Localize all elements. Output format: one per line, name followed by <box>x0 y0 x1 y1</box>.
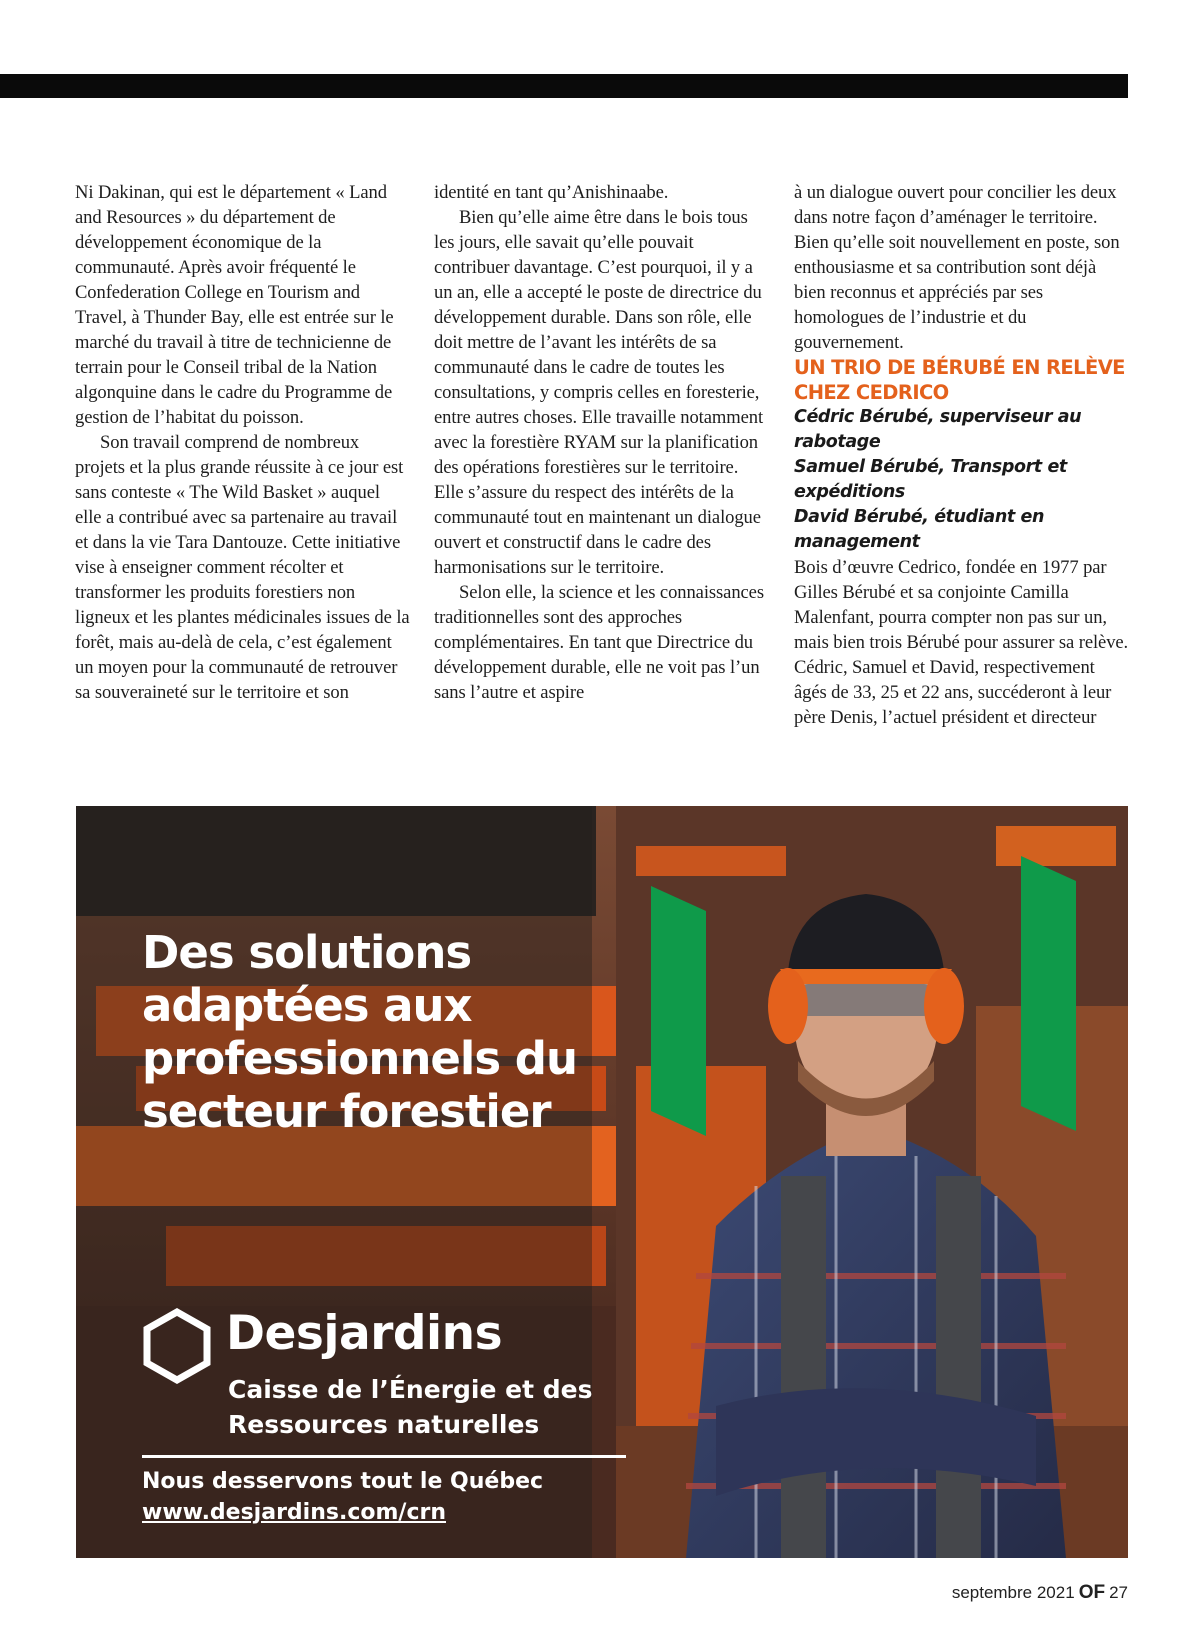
article-column-2 <box>434 180 769 785</box>
paragraph: à un dialogue ouvert pour concilier les deux dans notre façon d’aménager le territoire. Bien qu’elle soit nouvellement en poste, son enthousiasme et sa contribution sont déjà bien reconnus et appréciés par ses homologues de l’industrie et du gouvernement. <box>794 182 1120 353</box>
paragraph: Son travail comprend de nombreux projets et la plus grande réussite à ce jour est sans conteste « The Wild Basket » auquel elle a contribué avec sa partenaire au travail et dans la vie Tara Dantouze. Cette initiative vise à enseigner comment récolter et transformer les produits forestiers non ligneux et les plantes médicinales issues de la forêt, mais au-delà de cela, c’est également un moyen pour la communauté de retrouver sa souveraineté sur le territoire et son <box>75 432 410 703</box>
name-line: Samuel Bérubé, Transport et expéditions <box>794 457 1067 502</box>
caisse-name: Caisse de l’Énergie et des Ressources naturelles <box>228 1375 593 1439</box>
top-black-bar <box>0 74 1128 98</box>
paragraph: Ni Dakinan, qui est le département « Land and Resources » du département de développement économique de la communauté. Après avoir fréquenté le Confederation College en Tourism and Travel, à Thunder Bay, elle est entrée sur le marché du travail à titre de technicienne de terrain pour le Conseil tribal de la Nation algonquine dans le cadre du Programme de gestion de l’habitat du poisson. <box>75 182 394 428</box>
article-column-3 <box>794 180 1129 785</box>
paragraph: Bien qu’elle aime être dans le bois tous les jours, elle savait qu’elle pouvait contribuer davantage. C’est pourquoi, il y a un an, elle a accepté le poste de directrice du développement durable. Dans son rôle, elle doit mettre de l’avant les intérêts de sa communauté dans le cadre de toutes les consultations, y compris celles en foresterie, entre autres choses. Elle travaille notamment avec la forestière RYAM sur la planification des opérations forestières sur le territoire. Elle s’assure du respect des intérêts de la communauté tout en maintenant un dialogue ouvert et constructif dans le cadre des harmonisations sur le territoire. <box>434 207 764 578</box>
hexagon-logo-icon <box>142 1308 212 1384</box>
name-line: Cédric Bérubé, superviseur au rabotage <box>794 407 1082 452</box>
page-number: 27 <box>1109 1583 1128 1602</box>
desjardins-advertisement <box>76 806 1128 1558</box>
section-heading: UN TRIO DE BÉRUBÉ EN RELÈVE CHEZ CEDRICO <box>794 356 1125 404</box>
article-column-1 <box>75 180 410 785</box>
paragraph: Selon elle, la science et les connaissances traditionnelles sont des approches complémentaires. En tant que Directrice du développement durable, elle ne voit pas l’un sans l’autre et aspire <box>434 582 764 703</box>
ad-url-link[interactable]: www.desjardins.com/crn <box>142 1500 446 1525</box>
name-line: David Bérubé, étudiant en management <box>794 507 1045 552</box>
paragraph: identité en tant qu’Anishinaabe. <box>434 182 669 203</box>
page-footer <box>952 1582 1128 1604</box>
ad-text-panel <box>76 806 592 1558</box>
paragraph: Bois d’œuvre Cedrico, fondée en 1977 par Gilles Bérubé et sa conjointe Camilla Malenfant, pourra compter non pas sur un, mais bien trois Bérubé pour assurer sa relève. Cédric, Samuel et David, respectivement âgés de 33, 25 et 22 ans, succéderont à leur père Denis, l’actuel président et directeur <box>794 557 1129 728</box>
issue-date: septembre 2021 <box>951 1583 1075 1602</box>
ad-headline: Des solutions adaptées aux professionnels du secteur forestier <box>142 926 578 1138</box>
ad-divider <box>142 1455 626 1458</box>
magazine-logo: OF <box>1078 1582 1106 1603</box>
ad-tagline: Nous desservons tout le Québec <box>142 1469 544 1494</box>
brand-name: Desjardins <box>226 1306 503 1361</box>
